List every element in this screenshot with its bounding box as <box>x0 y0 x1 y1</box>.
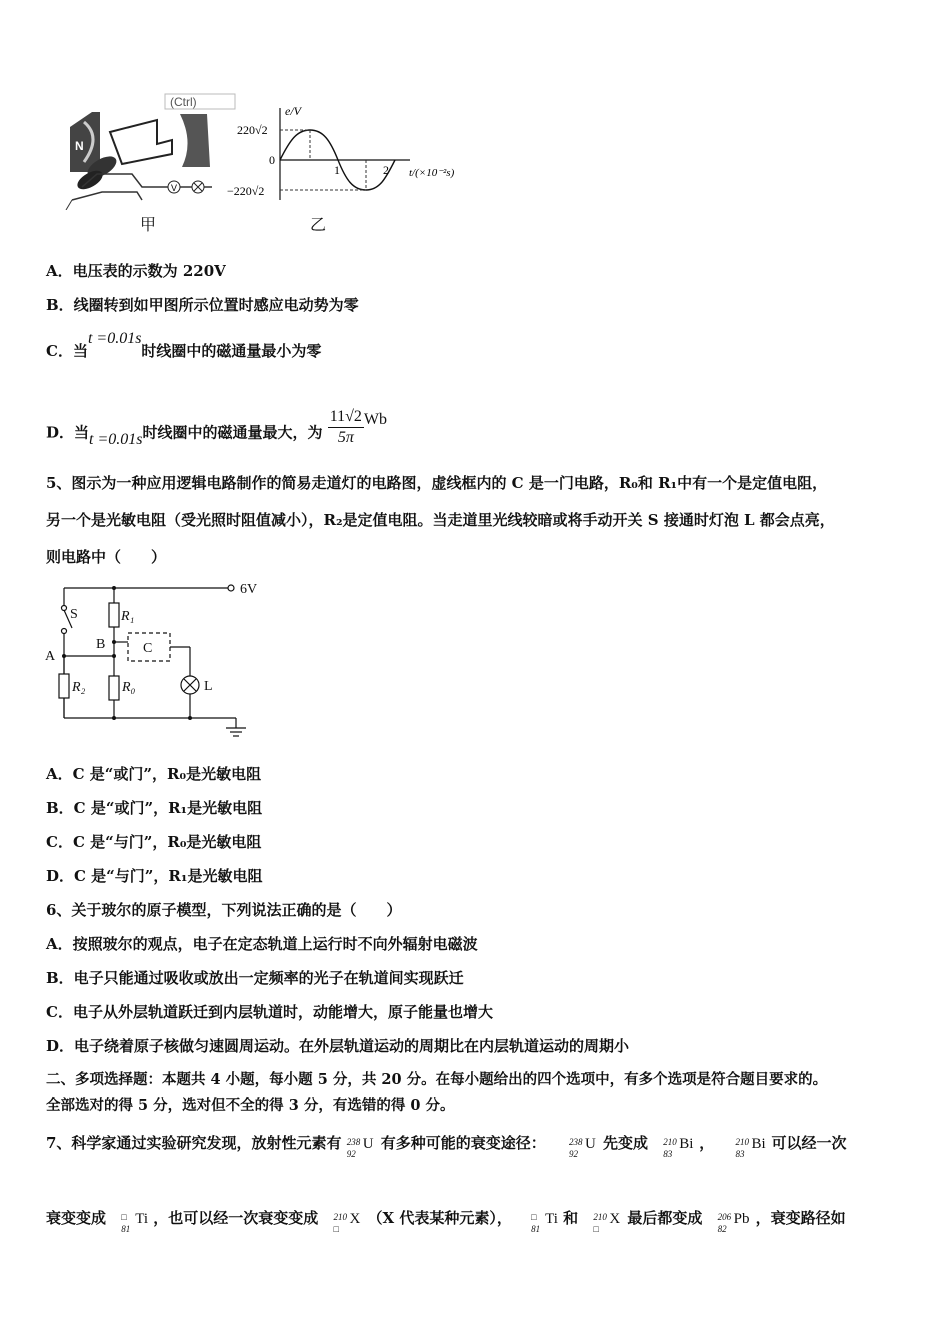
q6-option-b: B．电子只能通过吸收或放出一定频率的光子在轨道间实现跃迁 <box>46 969 464 987</box>
q7-text-3: 先变成 <box>602 1134 648 1152</box>
isotope-bi210-b: 210 83 Bi <box>735 1136 766 1159</box>
isotope-x210-b: 210 □ X <box>593 1211 621 1234</box>
isotope-u238-b: 238 92 U <box>568 1136 596 1159</box>
coil-frame <box>110 120 172 164</box>
q4-c-suffix: 时线圈中的磁通量最小为零 <box>141 342 322 360</box>
y-max-label: 220√2 <box>237 123 268 137</box>
section2-line2: 全部选对的得 5 分，选对但不全的得 3 分，有选错的得 0 分。 <box>46 1097 455 1114</box>
section2-line1: 二、多项选择题：本题共 4 小题，每小题 5 分，共 20 分。在每小题给出的四个选项中，有多个选项是符合题目要求的。 <box>46 1071 828 1088</box>
caption-yi: 乙 <box>310 215 327 234</box>
circuit-label-c: C <box>143 641 153 656</box>
q7-text-11: ，衰变路径如 <box>755 1209 846 1227</box>
isotope-ti: □ 81 Ti <box>121 1211 149 1234</box>
q4-option-c <box>46 330 322 362</box>
q7-text-6: 衰变变成 <box>46 1209 107 1227</box>
isotope-x210: 210 □ X <box>333 1211 361 1234</box>
q6-option-a: A．按照玻尔的观点，电子在定态轨道上运行时不向外辐射电磁波 <box>46 935 478 953</box>
magnet-label: N <box>75 139 84 153</box>
q6-option-c: C．电子从外层轨道跃迁到内层轨道时，动能增大，原子能量也增大 <box>46 1003 493 1021</box>
t-tick-2: 2 <box>383 163 389 177</box>
emf-graph <box>225 100 475 205</box>
circuit-label-a: A <box>45 649 56 664</box>
q5-stem-line1: 5、图示为一种应用逻辑电路制作的简易走道灯的电路图，虚线框内的 C 是一门电路，R₀和 R₁中有一个是定值电阻， <box>46 474 828 492</box>
q6-option-d: D．电子绕着原子核做匀速圆周运动。在外层轨道运动的周期比在内层轨道运动的周期小 <box>46 1037 630 1055</box>
y-zero-label: 0 <box>269 153 275 167</box>
q4-d-denominator: 5π <box>337 429 354 446</box>
q6-stem: 6、关于玻尔的原子模型，下列说法正确的是（ ） <box>46 901 402 919</box>
q4-d-unit: Wb <box>363 410 388 428</box>
y-min-label: −220√2 <box>227 184 265 198</box>
q7-text-8: （X 代表某种元素）， <box>367 1209 512 1227</box>
q4-d-numerator: 11√2 <box>328 407 364 428</box>
q7-line2 <box>46 1208 846 1234</box>
q7-text-1: 7、科学家通过实验研究发现，放射性元素有 <box>46 1134 342 1152</box>
q5-stem-line2: 另一个是光敏电阻（受光照时阻值减小），R₂是定值电阻。当走道里光线较暗或将手动开关 S 接通时灯泡 L 都会点亮， <box>46 511 835 529</box>
q4-option-a: A．电压表的示数为 220V <box>46 262 226 280</box>
circuit-label-6v: 6V <box>240 582 258 597</box>
q4-option-d <box>46 408 388 454</box>
t-tick-1: 1 <box>334 163 340 177</box>
q5-option-c: C．C 是“与门”，R₀是光敏电阻 <box>46 833 262 851</box>
q7-text-10: 最后都变成 <box>627 1209 703 1227</box>
svg-text:V: V <box>171 183 178 193</box>
isotope-pb206: 206 82 Pb <box>717 1211 750 1234</box>
logic-circuit-diagram <box>40 578 280 746</box>
circuit-label-s: S <box>70 607 78 622</box>
circuit-label-l: L <box>204 679 213 694</box>
caption-jia: 甲 <box>140 215 157 234</box>
q4-c-math: t =0.01s <box>87 330 142 347</box>
isotope-u238: 238 92 U <box>346 1136 374 1159</box>
isotope-bi210: 210 83 Bi <box>663 1136 694 1159</box>
isotope-ti-b: □ 81 Ti <box>531 1211 558 1234</box>
magnet-s-pole <box>180 114 210 167</box>
q7-line1 <box>46 1133 847 1159</box>
q5-option-a: A．C 是“或门”，R₀是光敏电阻 <box>46 765 262 783</box>
q5-option-d: D．C 是“与门”，R₁是光敏电阻 <box>46 867 263 885</box>
q4-c-prefix: C．当 <box>46 342 88 360</box>
q7-text-2: 有多种可能的衰变途径： <box>380 1134 546 1152</box>
q7-text-9: 和 <box>563 1209 579 1227</box>
q7-text-7: ，也可以经一次衰变变成 <box>153 1209 319 1227</box>
t-axis-label: t/(×10⁻²s) <box>409 167 455 179</box>
ctrl-tag-text: (Ctrl) <box>170 95 197 109</box>
q7-text-4: ， <box>699 1134 715 1152</box>
circuit-wire <box>72 192 142 200</box>
circuit-label-b: B <box>96 637 106 652</box>
q4-d-middle: 时线圈中的磁通量最大，为 <box>142 423 323 442</box>
circuit-label-r2: R₂ <box>72 680 86 695</box>
axis-e-label: e/V <box>285 104 301 118</box>
generator-figure <box>62 92 242 210</box>
q5-stem-line3: 则电路中（ ） <box>46 548 167 566</box>
circuit-label-r1: R₁ <box>121 609 135 624</box>
q7-text-5: 可以经一次 <box>771 1134 847 1152</box>
q4-option-b: B．线圈转到如甲图所示位置时感应电动势为零 <box>46 296 359 314</box>
q5-option-b: B．C 是“或门”，R₁是光敏电阻 <box>46 799 263 817</box>
q4-d-fraction <box>328 407 364 448</box>
q4-d-prefix: D．当 <box>46 423 90 442</box>
circuit-label-r0: R₀ <box>122 680 136 695</box>
q4-d-math: t =0.01s <box>89 430 143 448</box>
